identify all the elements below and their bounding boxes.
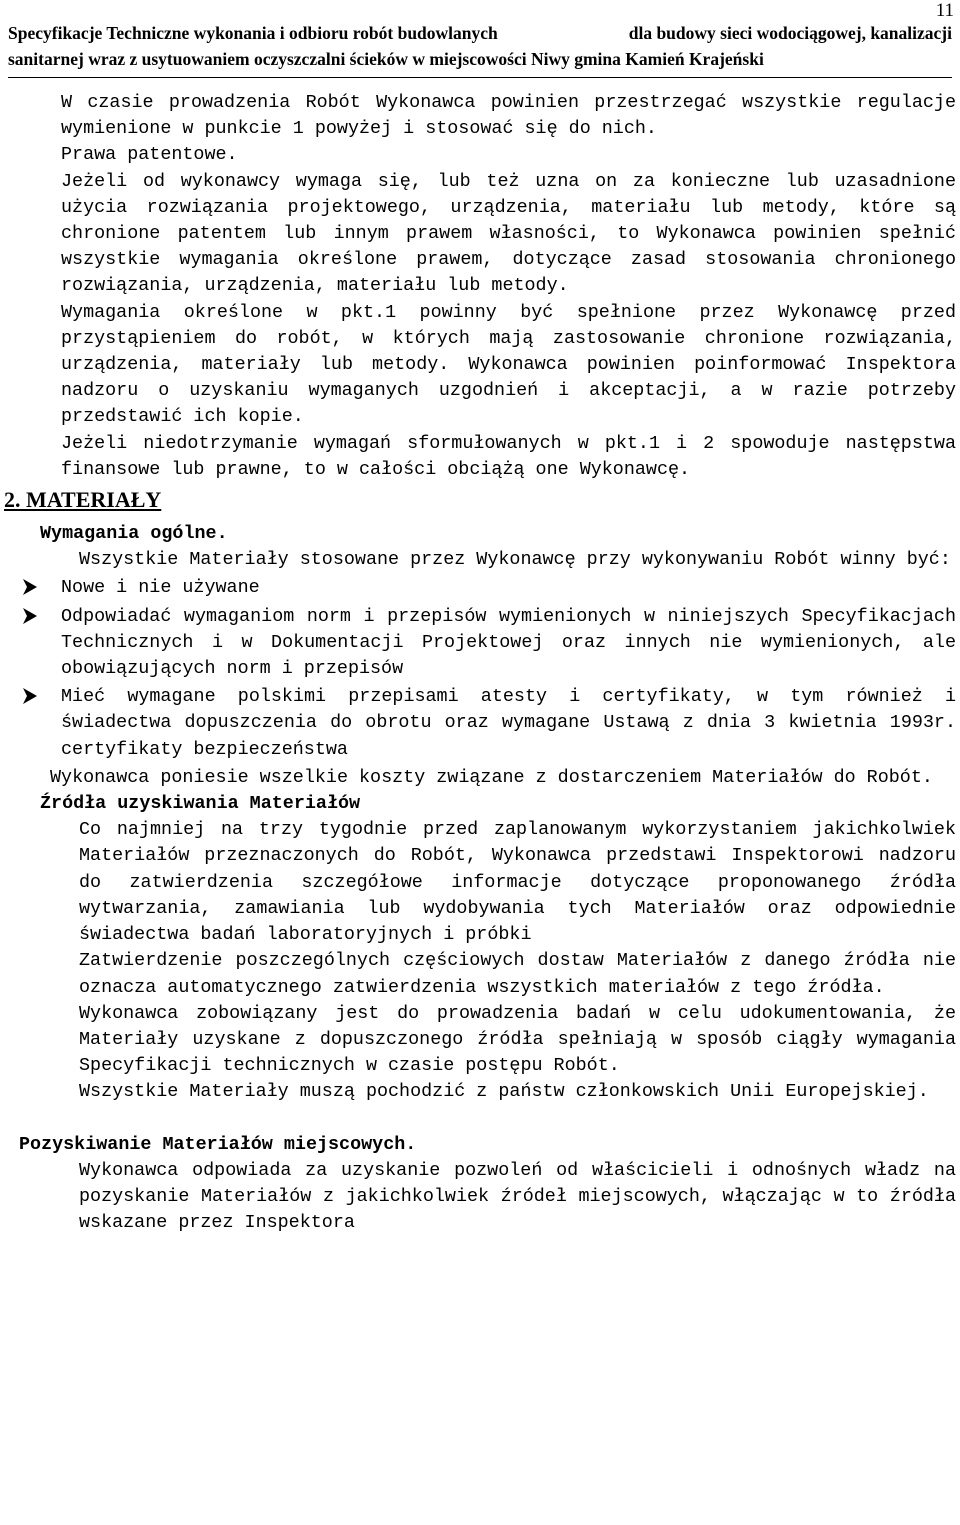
list-item-text: Mieć wymagane polskimi przepisami atesty i certyfikaty, w tym również i świadectwa dopuszczenia do obrotu oraz wymagane Ustawą z dnia 3 kwietnia 1993r. certyfikaty bezpieczeństwa bbox=[61, 686, 956, 760]
paragraph-patents-requirements: Jeżeli od wykonawcy wymaga się, lub też uzna on za konieczne lub uzasadnione użycia rozwiązania projektowego, urządzenia, materiału lub metody, które są chronione patentem lub innym prawem własności, to Wykonawca powinien spełnić wszystkie wymagania określone prawem, dotyczące zasad stosowania chronionego rozwiązania, urządzenia, materiału lub metody. bbox=[61, 170, 956, 297]
subheading-material-sources: Źródła uzyskiwania Materiałów bbox=[40, 793, 361, 815]
header-line-1 bbox=[8, 20, 952, 46]
paragraph-local-permits: Wykonawca odpowiada za uzyskanie pozwoleń od właścicieli i odnośnych władz na pozyskanie Materiałów z jakichkolwiek źródeł miejscowych, włączając w to źródła wskazane przez Inspektora bbox=[79, 1159, 956, 1234]
header-rule bbox=[8, 77, 952, 78]
paragraph-patents-liability: Jeżeli niedotrzymanie wymagań sformułowanych w pkt.1 i 2 spowoduje następstwa finansowe lub prawne, to w całości obciążą one Wykonawcę. bbox=[61, 432, 956, 480]
subheading-local-materials: Pozyskiwanie Materiałów miejscowych. bbox=[19, 1133, 417, 1155]
list-item-text: Odpowiadać wymaganiom norm i przepisów wymienionych w niniejszych Specyfikacjach Technicznych i w Dokumentacji Projektowej oraz innych nie wymienionych, ale obowiązujących norm i przepisów bbox=[61, 605, 956, 680]
page-number: 11 bbox=[935, 0, 954, 21]
paragraph-sources-testing: Wykonawca zobowiązany jest do prowadzenia badań w celu udokumentowania, że Materiały uzyskane z dopuszczonego źródła spełniają w sposób ciągły wymagania Specyfikacji technicznych w czasie postępu Robót. bbox=[79, 1002, 956, 1077]
paragraph-patents-title: Prawa patentowe. bbox=[61, 144, 238, 166]
document-body bbox=[0, 90, 960, 1236]
requirements-list bbox=[0, 575, 960, 762]
paragraph-sources-partial: Zatwierdzenie poszczególnych częściowych dostaw Materiałów z danego źródła nie oznacza automatycznego zatwierdzenia wszystkich materiałów z tego źródła. bbox=[79, 950, 956, 998]
list-item bbox=[0, 684, 956, 763]
paragraph-regulations: W czasie prowadzenia Robót Wykonawca powinien przestrzegać wszystkie regulacje wymienione w punkcie 1 powyżej i stosować się do nich. bbox=[61, 92, 956, 140]
paragraph-general-intro: Wszystkie Materiały stosowane przez Wykonawcę przy wykonywaniu Robót winny być: bbox=[79, 549, 951, 571]
list-item bbox=[0, 604, 956, 683]
header-line-1-right: dla budowy sieci wodociągowej, kanalizacji bbox=[628, 23, 952, 43]
subheading-general-requirements: Wymagania ogólne. bbox=[40, 523, 228, 545]
paragraph-patents-compliance: Wymagania określone w pkt.1 powinny być spełnione przez Wykonawcę przed przystąpieniem do robót, w których mają zastosowanie chronione rozwiązania, urządzenia, materiały lub metody. Wykonawca powinien poinformować Inspektora nadzoru o uzyskaniu wymaganych uzgodnień i akceptacji, a w razie potrzeby przedstawić ich kopie. bbox=[61, 301, 956, 428]
header-line-2 bbox=[8, 46, 952, 72]
list-item bbox=[0, 575, 956, 601]
list-item-text: Nowe i nie używane bbox=[61, 577, 260, 599]
arrow-bullet-icon bbox=[22, 687, 38, 705]
paragraph-sources-approval: Co najmniej na trzy tygodnie przed zaplanowanym wykorzystaniem jakichkolwiek Materiałów przeznaczonych do Robót, Wykonawca przedstawi Inspektorowi nadzoru do zatwierdzenia szczegółowe informacje dotyczące proponowanego źródła wytwarzania, zamawiania lub wydobywania tych Materiałów oraz odpowiednie świadectwa badań laboratoryjnych i próbki bbox=[79, 819, 956, 946]
paragraph-sources-eu: Wszystkie Materiały muszą pochodzić z państw członkowskich Unii Europejskiej. bbox=[79, 1081, 929, 1103]
section-heading-materials: 2. MATERIAŁY bbox=[4, 487, 162, 513]
arrow-bullet-icon bbox=[22, 578, 38, 596]
header-line-2-text: sanitarnej wraz z usytuowaniem oczyszczalni ścieków w miejscowości Niwy gmina Kamień Krajeński bbox=[8, 49, 764, 69]
arrow-bullet-icon bbox=[22, 607, 38, 625]
header-line-1-left: Specyfikacje Techniczne wykonania i odbioru robót budowlanych bbox=[8, 23, 498, 43]
document-header bbox=[8, 20, 952, 72]
paragraph-costs: Wykonawca poniesie wszelkie koszty związane z dostarczeniem Materiałów do Robót. bbox=[50, 766, 933, 788]
